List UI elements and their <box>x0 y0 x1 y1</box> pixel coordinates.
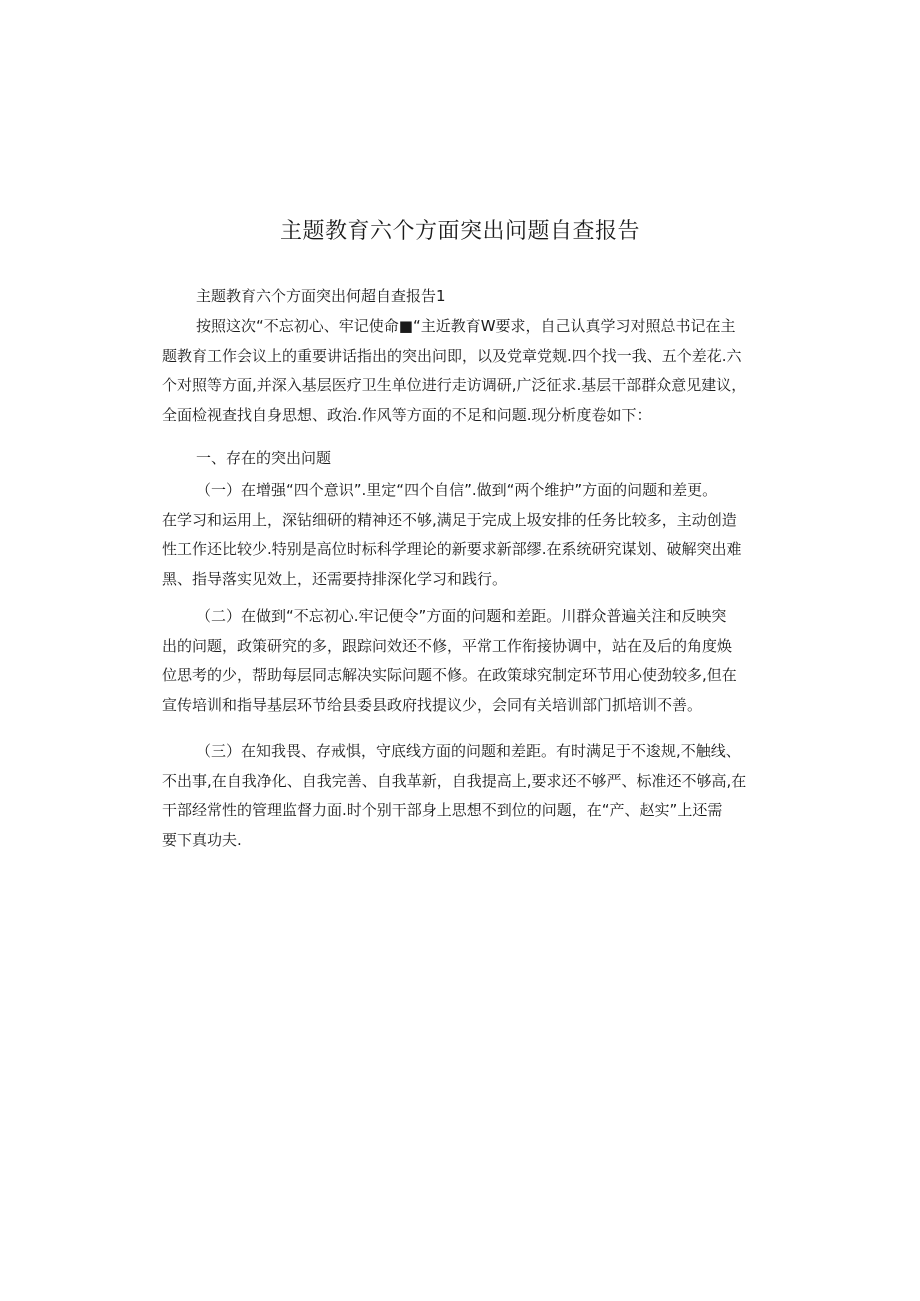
item-three-line: 要下真功夫. <box>162 831 242 850</box>
subtitle-text: 主题教育六个方面突出何超自查报告1 <box>196 287 446 305</box>
item-two-line: 宣传培训和指导基层环节给县委县政府找提议少，会同有关培训部门抓培训不善。 <box>162 696 703 715</box>
item-three-paragraph <box>162 737 762 856</box>
item-three-line: （三）在知我畏、存戒惧，守底线方面的问题和差距。有时满足于不逡规,不触线、 <box>196 742 741 760</box>
section-heading <box>162 444 762 474</box>
item-one-line: 在学习和运用上，深钻细研的精神还不够,满足于完成上圾安排的任务比较多，主动创造 <box>162 510 737 529</box>
section-heading-text: 一、存在的突出问题 <box>196 449 332 467</box>
document-title: 主题教育六个方面突出问题自查报告 <box>279 219 640 244</box>
intro-line: 全面检视查找自身思想、政治.作风等方面的不足和问题.现分析度卷如下： <box>162 406 652 425</box>
intro-line: 个对照等方面,并深入基层医疗卫生单位进行走访调研,广泛征求.基层干部群众意见建议， <box>162 376 747 395</box>
intro-paragraph <box>162 312 762 431</box>
item-three-line: 不出事,在自我净化、自我完善、自我革新，自我提高上,要求还不够严、标准还不够高,在 <box>162 771 747 790</box>
item-two-line: （二）在做到“不忘初心.牢记便令”方面的问题和差距。川群众普遍关注和反映突 <box>196 607 727 625</box>
item-one-paragraph <box>162 476 762 595</box>
item-one-line: 黑、指导落实见效上，还需要持排深化学习和践行。 <box>162 570 508 589</box>
item-three-line: 干部经常性的管理监督力面.时个别干部身上思想不到位的问题，在“产、赵实”上还需 <box>162 801 723 820</box>
intro-line: 按照这次“不忘初心、牢记使命■“主近教育W要求，自己认真学习对照总书记在主 <box>196 317 736 335</box>
item-two-line: 位思考的少，帮助每层同志解决实际问题不修。在政策球究制定环节用心使劲较多,但在 <box>162 666 737 685</box>
item-one-line: 性工作还比较少.特别是高位时标科学理论的新要求新部缪.在系统研究谋划、破解突出难 <box>162 540 742 559</box>
document-subtitle <box>162 282 796 312</box>
item-two-line: 出的问题，政策研究的多，跟踪问效还不修，平常工作衔接协调中，站在及后的角度焕 <box>162 636 733 655</box>
item-one-line: （一）在增强“四个意识”.里定“四个自信”.做到“两个维护”方面的问题和差更。 <box>196 481 718 499</box>
item-two-paragraph <box>162 602 762 721</box>
intro-line: 题教育工作会议上的重要讲话指出的突出问即，以及党章党觌.四个找一我、五个差花.六 <box>162 346 742 365</box>
